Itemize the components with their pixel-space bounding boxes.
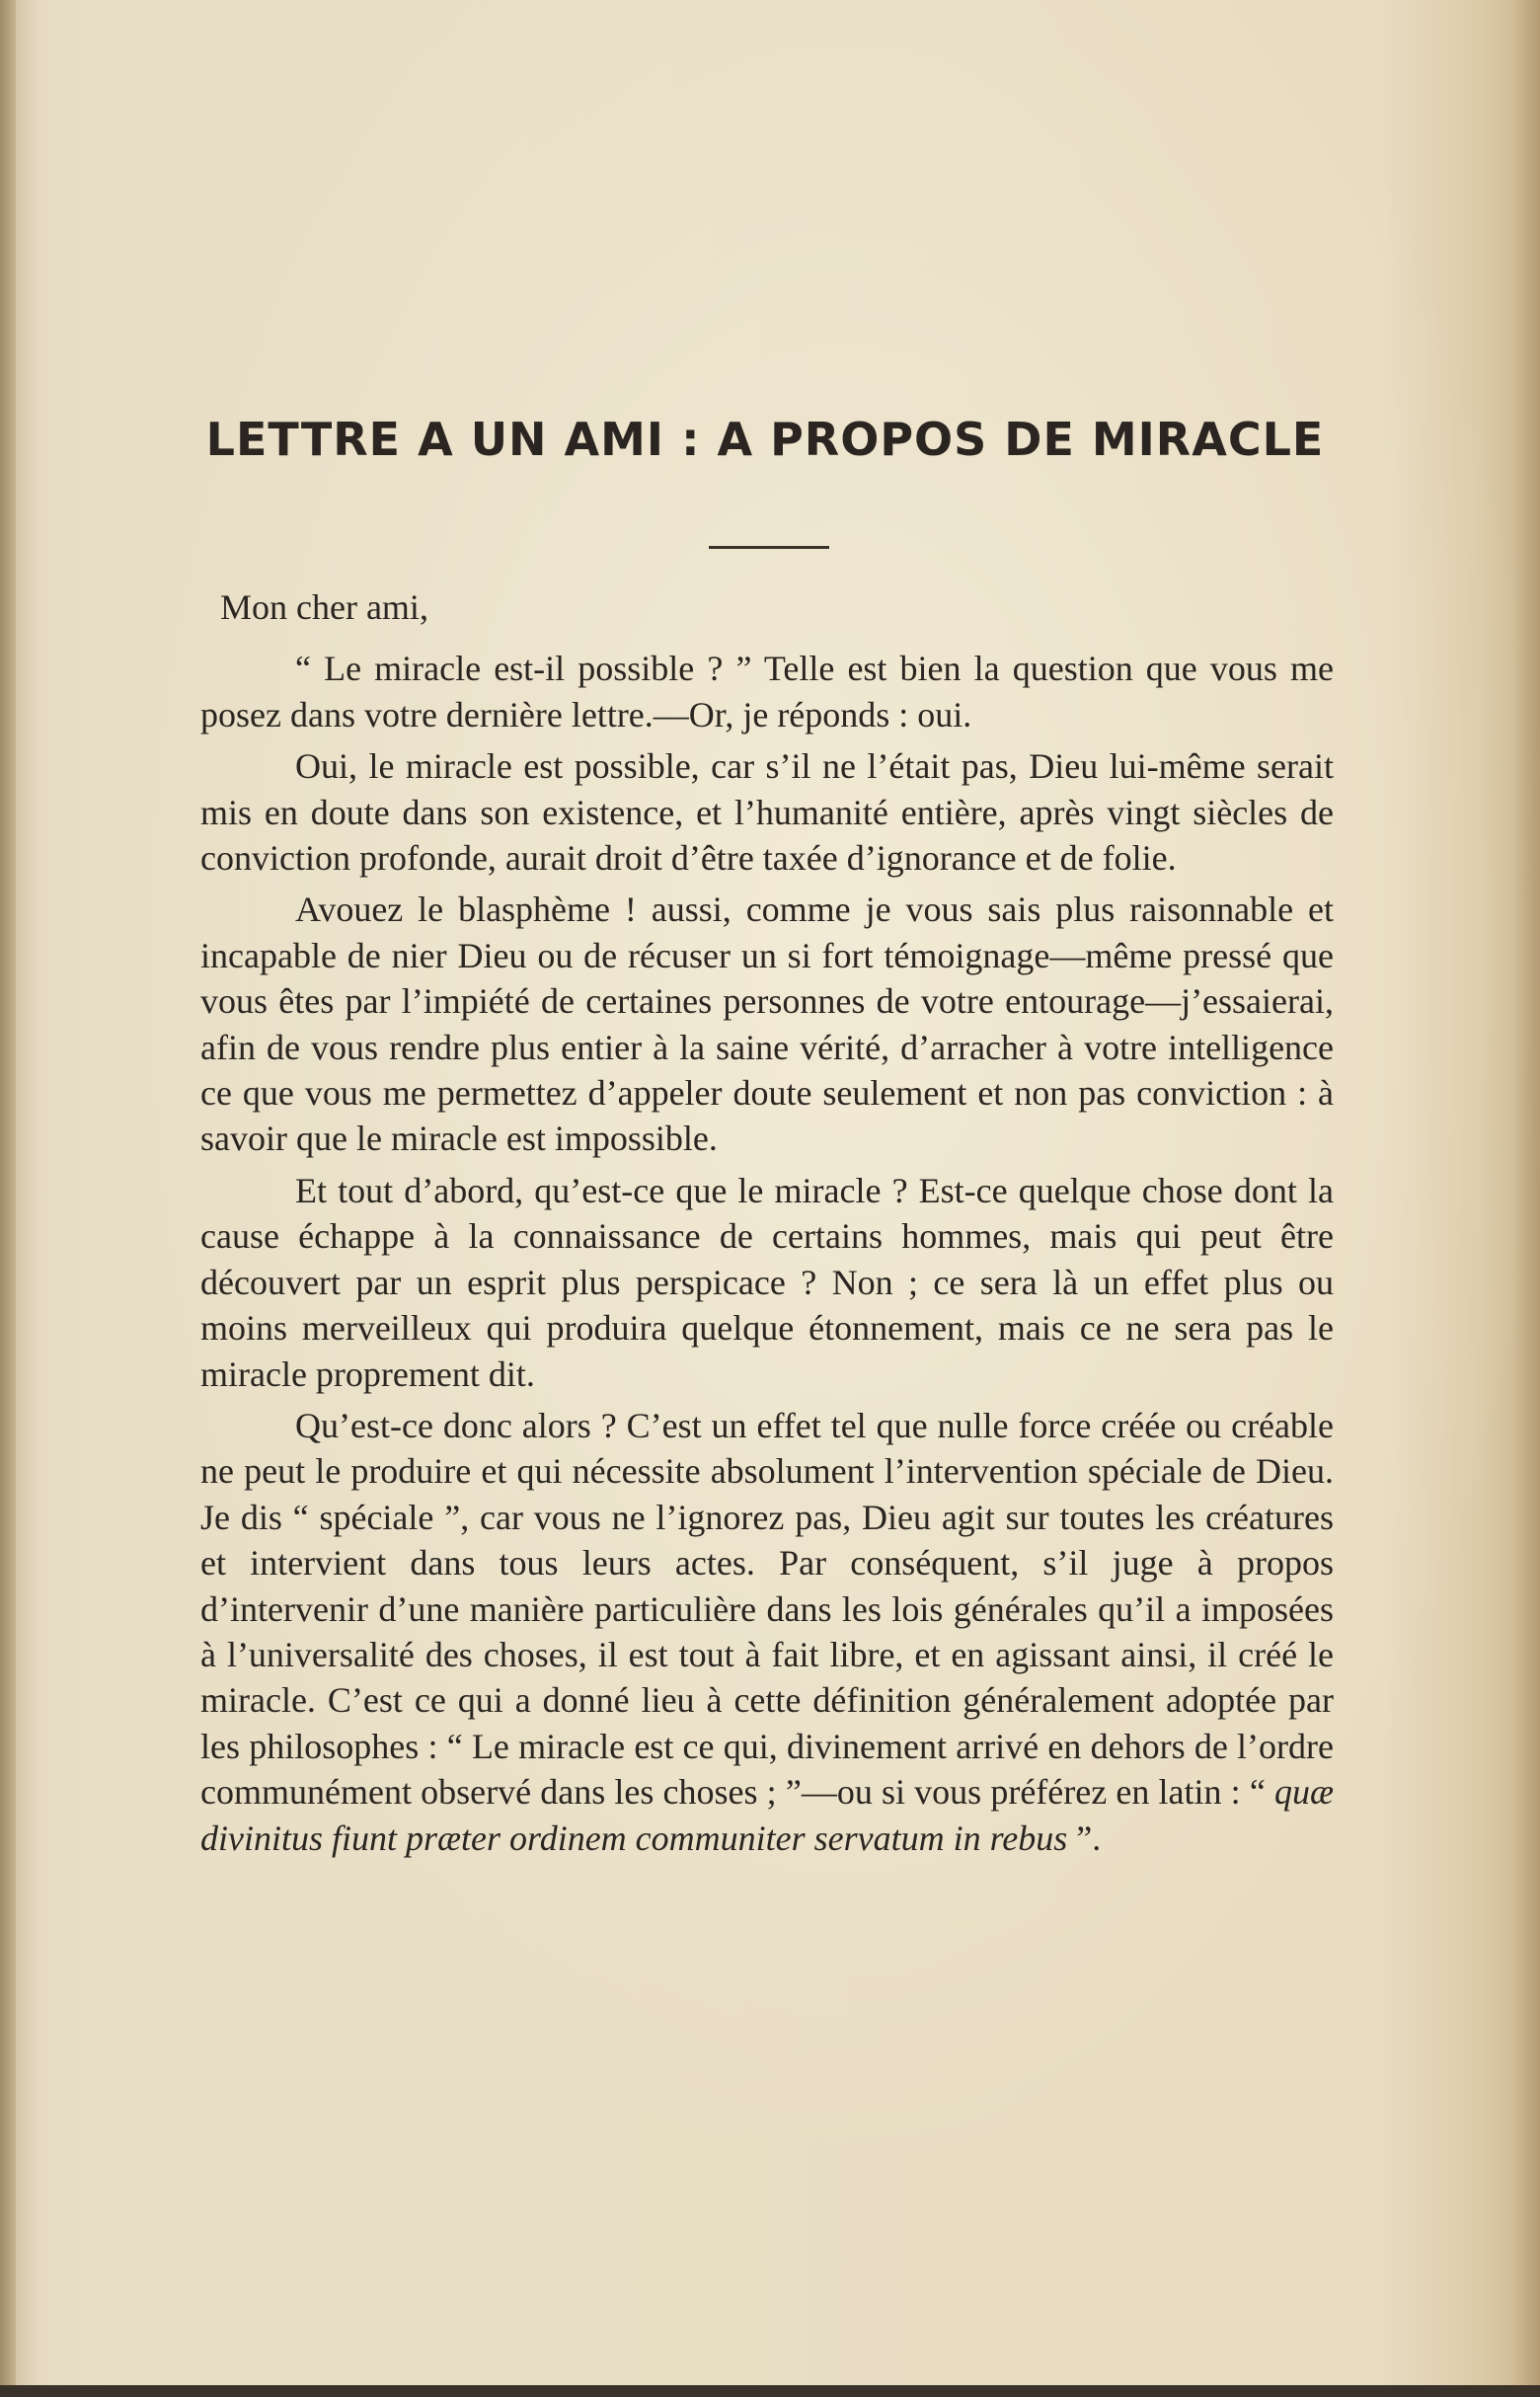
- letter-title: LETTRE A UN AMI : A PROPOS DE MIRACLE: [205, 413, 1325, 466]
- paragraph-5-text: Qu’est-ce donc alors ? C’est un effet tel que nulle force créée ou créable ne peut le produire et qui nécessite absolument l’intervention spéciale de Dieu. Je dis “ spéciale ”, car vous ne l’ignorez pas, Dieu agit sur toutes les créatures et intervient dans tous leurs actes. Par conséquent, s’il juge à propos d’intervenir d’une manière particulière dans les lois générales qu’il a imposées à l’universalité des choses, il est tout à fait libre, et en agissant ainsi, il créé le miracle. C’est ce qui a donné lieu à cette définition généralement adoptée par les philosophes : “ Le miracle est ce qui, divinement arrivé en dehors de l’ordre communément observé dans les choses ; ”—ou si vous préférez en latin : “: [200, 1405, 1334, 1813]
- paragraph-5: [200, 1403, 1334, 1861]
- letter-body: [200, 584, 1334, 1867]
- paragraph-3: Avouez le blasphème ! aussi, comme je vous sais plus raisonnable et incapable de nier Dieu ou de récuser un si fort témoignage—même pressé que vous êtes par l’impiété de certaines personnes de votre entourage—j’essaierai, afin de vous rendre plus entier à la saine vérité, d’arracher à votre intelligence ce que vous me permettez d’appeler doute seulement et non pas conviction : à savoir que le miracle est impossible.: [200, 889, 1334, 1159]
- paragraph-4: Et tout d’abord, qu’est-ce que le miracle ? Est-ce quelque chose dont la cause échappe à la connaissance de certains hommes, mais qui peut être découvert par un esprit plus perspicace ? Non ; ce sera là un effet plus ou moins merveilleux qui produira quelque étonnement, mais ce ne sera pas le miracle proprement dit.: [200, 1170, 1334, 1394]
- latin-quote: quæ divinitus fiunt præter ordinem communiter servatum in rebus: [200, 1772, 1334, 1858]
- paragraph-5-closing: ”.: [1067, 1817, 1102, 1858]
- page-bottom-edge: [0, 2385, 1540, 2397]
- paragraph-1: “ Le miracle est-il possible ? ” Telle est bien la question que vous me posez dans votre dernière lettre.—Or, je réponds : oui.: [200, 649, 1334, 735]
- salutation: Mon cher ami,: [220, 587, 428, 627]
- paragraph-2: Oui, le miracle est possible, car s’il ne l’était pas, Dieu lui-même serait mis en doute dans son existence, et l’humanité entière, après vingt siècles de conviction profonde, aurait droit d’être taxée d’ignorance et de folie.: [200, 746, 1334, 879]
- page-right-edge: [1512, 0, 1540, 2397]
- title-divider: [709, 546, 829, 549]
- page-spine-edge: [0, 0, 16, 2397]
